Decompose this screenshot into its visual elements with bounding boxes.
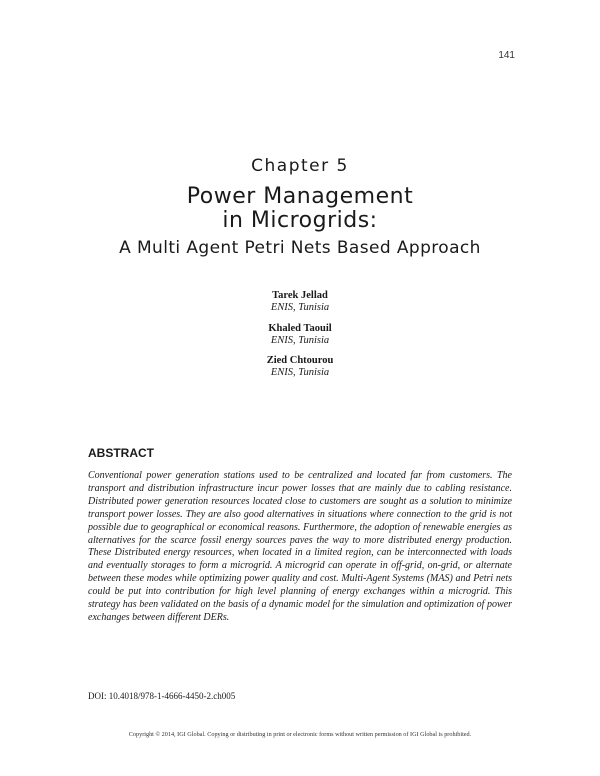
chapter-subtitle: A Multi Agent Petri Nets Based Approach [119, 238, 481, 258]
author-name: Khaled Taouil [268, 323, 332, 334]
page-number: 141 [498, 50, 515, 61]
chapter-title-line-2: in Microgrids: [222, 208, 378, 233]
abstract-heading: ABSTRACT [88, 446, 154, 460]
author-block [0, 355, 600, 379]
doi: DOI: 10.4018/978-1-4666-4450-2.ch005 [88, 691, 236, 701]
author-block [0, 290, 600, 314]
copyright-notice: Copyright © 2014, IGI Global. Copying or distributing in print or electronic forms without written permission of IGI Global is prohibited. [128, 731, 472, 738]
author-affiliation: ENIS, Tunisia [270, 367, 330, 378]
chapter-title-line-1: Power Management [186, 184, 414, 209]
author-name: Tarek Jellad [272, 290, 328, 301]
chapter-label: Chapter 5 [251, 156, 349, 176]
author-affiliation: ENIS, Tunisia [270, 335, 330, 346]
abstract-body: Conventional power generation stations used to be centralized and located far from customers. The transport and distribution infrastructure incur power losses that are mainly due to cabling resistance. Distributed power generation resources located close to customers are sought as a solution to minimize transport power losses. They are also good alternatives in situations where connection to the grid is not possible due to geographical or economical reasons. Furthermore, the adoption of renewable energies as alternatives for the scarce fossil energy sources paves the way to more distributed energy production. These Distributed energy resources, when located in a limited region, can be interconnected with loads and eventually storages to form a microgrid. A microgrid can operate in off-grid, on-grid, or alternate between these modes while optimizing power quality and cost. Multi-Agent Systems (MAS) and Petri nets could be put into contribution for high level planning of energy exchanges within a microgrid. This strategy has been validated on the basis of a dynamic model for the simulation and optimization of power exchanges between different DERs. [88, 470, 512, 623]
author-name: Zied Chtourou [266, 355, 334, 366]
author-affiliation: ENIS, Tunisia [270, 302, 330, 313]
author-block [0, 323, 600, 347]
